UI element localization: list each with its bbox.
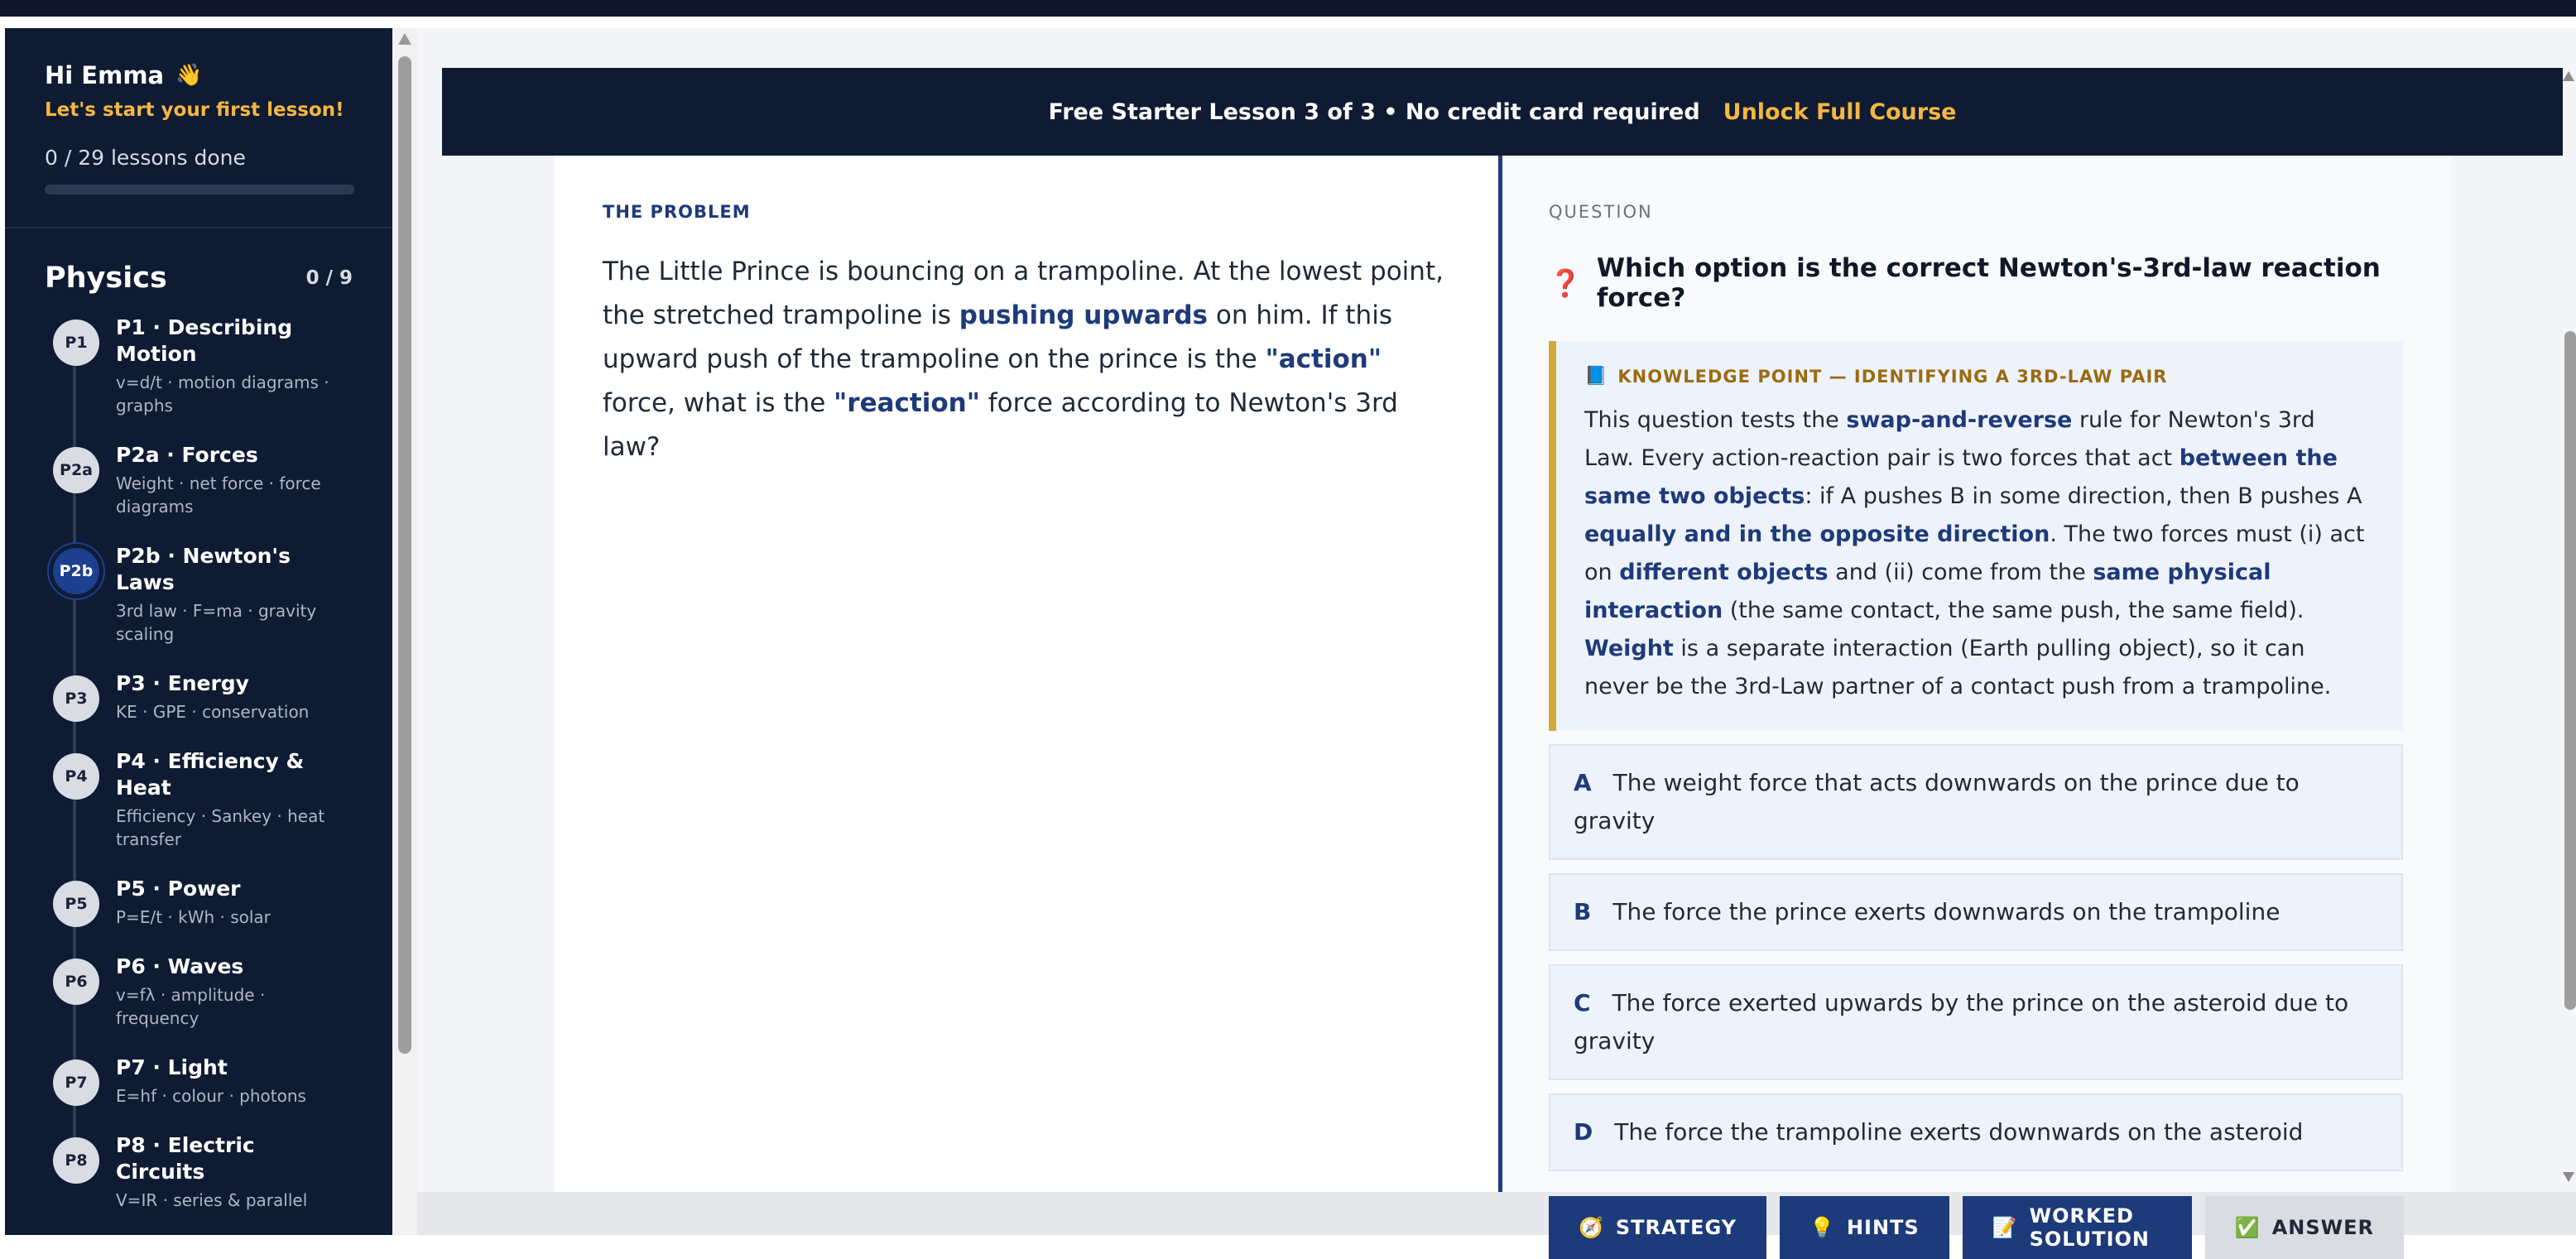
lesson-description: P=E/t · kWh · solar bbox=[116, 907, 271, 927]
hints-label: HINTS bbox=[1846, 1216, 1920, 1239]
problem-highlight: "action" bbox=[1265, 344, 1382, 374]
kp-text-part: rule for Newton's 3rd Law. Every action-reaction pair is two forces that act bbox=[1584, 407, 2315, 471]
banner-text: Free Starter Lesson 3 of 3 • No credit card required bbox=[1048, 99, 1700, 125]
trial-banner bbox=[442, 68, 2563, 156]
lesson-name: P1 · Describing Motion bbox=[116, 315, 293, 366]
answer-option-d[interactable] bbox=[1549, 1093, 2403, 1171]
lesson-badge: P6 bbox=[53, 959, 99, 1005]
answer-label: ANSWER bbox=[2271, 1216, 2374, 1239]
option-text: The force the trampoline exerts downwards on the asteroid bbox=[1614, 1118, 2304, 1146]
option-letter: B bbox=[1574, 898, 1592, 925]
option-letter: C bbox=[1574, 989, 1591, 1016]
knowledge-point-header bbox=[1584, 366, 2370, 387]
notepad-icon: 📝 bbox=[1992, 1216, 2018, 1239]
answer-option-a[interactable] bbox=[1549, 744, 2403, 860]
main-scrollbar[interactable] bbox=[2561, 58, 2576, 1200]
worked-solution-button[interactable] bbox=[1963, 1196, 2192, 1259]
top-band bbox=[0, 0, 2576, 17]
lesson-description: v=fλ · amplitude · frequency bbox=[116, 985, 266, 1028]
lesson-name: P2a · Forces bbox=[116, 443, 258, 467]
problem-highlight: pushing upwards bbox=[959, 300, 1208, 330]
problem-text-part: force according to Newton's 3rd law? bbox=[603, 388, 1398, 462]
scroll-up-arrow-icon[interactable] bbox=[398, 33, 411, 45]
checkmark-icon: ✅ bbox=[2234, 1216, 2261, 1239]
knowledge-point-box bbox=[1549, 341, 2403, 731]
action-buttons bbox=[1549, 1196, 2404, 1259]
lesson-name: P3 · Energy bbox=[116, 671, 249, 695]
problem-text-part: on him. If this upward push of the trampoline on the prince is the bbox=[603, 300, 1392, 374]
lesson-description: v=d/t · motion diagrams · graphs bbox=[116, 372, 329, 416]
kp-text-part: . The two forces must (i) act on bbox=[1584, 521, 2365, 585]
lesson-description: Efficiency · Sankey · heat transfer bbox=[116, 806, 325, 849]
kp-text-part: (the same contact, the same push, the same field). bbox=[1723, 598, 2304, 623]
question-panel bbox=[1502, 156, 2450, 1251]
unlock-course-link[interactable]: Unlock Full Course bbox=[1723, 99, 1957, 125]
option-letter: D bbox=[1574, 1118, 1593, 1146]
option-letter: A bbox=[1574, 769, 1592, 796]
kp-highlight: Weight bbox=[1584, 636, 1674, 661]
lesson-list bbox=[5, 295, 392, 1212]
lesson-description: E=hf · colour · photons bbox=[116, 1086, 306, 1106]
lesson-description: KE · GPE · conservation bbox=[116, 702, 310, 722]
lesson-description: V=IR · series & parallel bbox=[116, 1190, 308, 1210]
lightbulb-icon: 💡 bbox=[1809, 1216, 1835, 1239]
lesson-item-p3[interactable] bbox=[53, 670, 392, 723]
lesson-description: 3rd law · F=ma · gravity scaling bbox=[116, 601, 317, 644]
option-text: The force the prince exerts downwards on the trampoline bbox=[1612, 898, 2280, 925]
problem-text bbox=[603, 250, 1450, 469]
answer-button[interactable] bbox=[2205, 1196, 2404, 1259]
kp-highlight: different objects bbox=[1619, 560, 1829, 585]
knowledge-point-text bbox=[1584, 401, 2370, 706]
lesson-item-p1[interactable] bbox=[53, 315, 392, 417]
greeting bbox=[45, 61, 353, 89]
lesson-badge-active: P2b bbox=[53, 548, 99, 594]
hints-button[interactable] bbox=[1780, 1196, 1949, 1259]
course-title: Physics bbox=[45, 262, 167, 295]
lesson-item-p4[interactable] bbox=[53, 748, 392, 851]
problem-text-part: force, what is the bbox=[603, 388, 834, 418]
problem-text-part: The Little Prince is bouncing on a trampoline. At the lowest point, the stretched trampoline is bbox=[603, 257, 1444, 330]
lesson-badge: P2a bbox=[53, 447, 99, 493]
lesson-name: P2b · Newton's Laws bbox=[116, 544, 291, 594]
lesson-item-p6[interactable] bbox=[53, 954, 392, 1030]
problem-panel bbox=[555, 156, 1498, 1192]
main-scrollbar-thumb[interactable] bbox=[2564, 331, 2576, 1010]
problem-highlight: "reaction" bbox=[834, 388, 980, 418]
lesson-badge: P4 bbox=[53, 753, 99, 800]
course-count: 0 / 9 bbox=[305, 267, 353, 289]
lesson-badge: P7 bbox=[53, 1060, 99, 1106]
lesson-badge: P3 bbox=[53, 675, 99, 722]
book-icon: 📘 bbox=[1584, 366, 1608, 387]
lesson-item-p2b[interactable] bbox=[53, 543, 392, 646]
scroll-up-arrow-icon[interactable] bbox=[2563, 71, 2574, 81]
lesson-name: P7 · Light bbox=[116, 1055, 228, 1079]
kp-highlight: same physical interaction bbox=[1584, 560, 2271, 623]
sidebar-scrollbar-thumb[interactable] bbox=[398, 56, 411, 1054]
course-header bbox=[5, 228, 392, 295]
lesson-name: P4 · Efficiency & Heat bbox=[116, 749, 305, 800]
lesson-badge: P1 bbox=[53, 320, 99, 366]
answer-option-b[interactable] bbox=[1549, 873, 2403, 951]
option-text: The weight force that acts downwards on the prince due to gravity bbox=[1574, 769, 2300, 834]
sidebar bbox=[5, 28, 392, 1235]
lesson-name: P8 · Electric Circuits bbox=[116, 1133, 255, 1184]
lesson-item-p7[interactable] bbox=[53, 1055, 392, 1108]
sidebar-header bbox=[5, 28, 392, 228]
scroll-down-arrow-icon[interactable] bbox=[2563, 1172, 2574, 1182]
lesson-name: P6 · Waves bbox=[116, 954, 244, 978]
kp-text-part: and (ii) come from the bbox=[1828, 560, 2093, 585]
kp-text-part: : if A pushes B in some direction, then B pushes A bbox=[1805, 483, 2362, 509]
lesson-card bbox=[555, 156, 2450, 1251]
kp-highlight: equally and in the opposite direction bbox=[1584, 521, 2050, 547]
kp-highlight: swap-and-reverse bbox=[1846, 407, 2073, 433]
greeting-subtitle: Let's start your first lesson! bbox=[45, 99, 344, 121]
lesson-name: P5 · Power bbox=[116, 877, 241, 901]
lesson-item-p8[interactable] bbox=[53, 1132, 392, 1212]
sidebar-scrollbar[interactable] bbox=[392, 28, 417, 1235]
lesson-description: Weight · net force · force diagrams bbox=[116, 473, 321, 517]
knowledge-point-title: KNOWLEDGE POINT — IDENTIFYING A 3RD-LAW PAIR bbox=[1617, 366, 2168, 387]
lesson-item-p5[interactable] bbox=[53, 876, 392, 929]
problem-label: THE PROBLEM bbox=[603, 202, 751, 222]
lesson-item-p2a[interactable] bbox=[53, 442, 392, 518]
worked-solution-label: WORKED SOLUTION bbox=[2029, 1204, 2151, 1251]
kp-text-part: This question tests the bbox=[1584, 407, 1847, 433]
answer-option-c[interactable] bbox=[1549, 964, 2403, 1080]
lesson-badge: P8 bbox=[53, 1137, 99, 1184]
strategy-button[interactable] bbox=[1549, 1196, 1766, 1259]
kp-highlight: between the same two objects bbox=[1584, 445, 2338, 509]
compass-icon: 🧭 bbox=[1579, 1216, 1604, 1239]
question-text: Which option is the correct Newton's-3rd-law reaction force? bbox=[1596, 253, 2381, 313]
kp-text-part: is a separate interaction (Earth pulling object), so it can never be the 3rd-Law partner of a contact push from a trampoline. bbox=[1584, 636, 2332, 699]
progress-bar bbox=[45, 185, 354, 195]
strategy-label: STRATEGY bbox=[1615, 1216, 1737, 1239]
progress-text: 0 / 29 lessons done bbox=[45, 146, 246, 170]
lesson-badge: P5 bbox=[53, 881, 99, 927]
question-row bbox=[1549, 253, 2404, 313]
option-text: The force exerted upwards by the prince on the asteroid due to gravity bbox=[1574, 989, 2349, 1055]
greeting-text: Hi Emma bbox=[45, 61, 165, 89]
question-mark-icon: ❓ bbox=[1549, 267, 1582, 299]
question-label: QUESTION bbox=[1549, 202, 1653, 222]
waving-hand-icon: 👋 bbox=[175, 63, 203, 88]
